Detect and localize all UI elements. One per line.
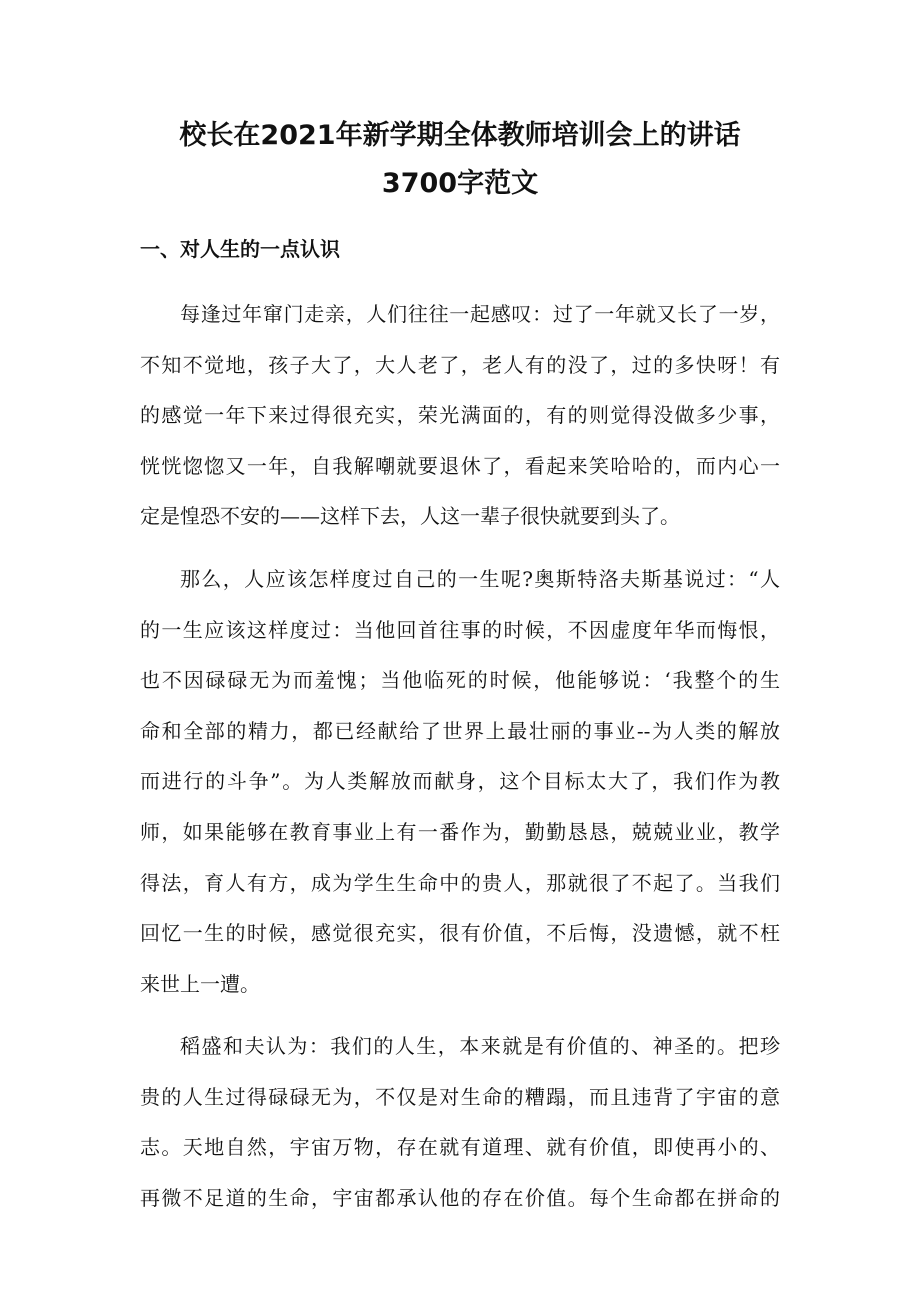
paragraph-line: 命和全部的精力，都已经献给了世界上最壮丽的事业--为人类的解放 — [140, 718, 780, 743]
paragraph-line: 每逢过年窜门走亲，人们往往一起感叹：过了一年就又长了一岁， — [180, 302, 780, 326]
paragraph-line: 也不因碌碌无为而羞愧；当他临死的时候，他能够说：‘我整个的生 — [140, 668, 780, 693]
paragraph-line: 志。天地自然，宇宙万物，存在就有道理、就有价值，即使再小的、 — [140, 1135, 780, 1160]
paragraph-line: 再微不足道的生命，宇宙都承认他的存在价值。每个生命都在拼命的 — [140, 1185, 780, 1210]
paragraph-line: 回忆一生的时候，感觉很充实，很有价值，不后悔，没遗憾，就不枉 — [140, 921, 780, 946]
document-title — [140, 112, 780, 208]
paragraph-line: 那么，人应该怎样度过自己的一生呢?奥斯特洛夫斯基说过：“人 — [180, 567, 780, 591]
title-line-2: 3700字范文 — [381, 168, 539, 199]
paragraph-line: 来世上一遭。 — [140, 971, 260, 996]
paragraph-1 — [140, 289, 780, 542]
paragraph-line: 稻盛和夫认为：我们的人生，本来就是有价值的、神圣的。把珍 — [180, 1034, 780, 1058]
section-heading: 一、对人生的一点认识 — [140, 237, 340, 261]
paragraph-line: 恍恍惚惚又一年，自我解嘲就要退休了，看起来笑哈哈的，而内心一 — [140, 453, 780, 478]
paragraph-line: 不知不觉地，孩子大了，大人老了，老人有的没了，过的多快呀！有 — [140, 352, 780, 377]
paragraph-line: 的感觉一年下来过得很充实，荣光满面的，有的则觉得没做多少事， — [140, 403, 780, 428]
paragraph-2 — [140, 554, 780, 1009]
title-line-1: 校长在2021年新学期全体教师培训会上的讲话 — [179, 120, 741, 151]
paragraph-line: 而进行的斗争”。为人类解放而献身，这个目标太大了，我们作为教 — [140, 769, 780, 794]
paragraph-3 — [140, 1021, 780, 1223]
paragraph-line: 贵的人生过得碌碌无为，不仅是对生命的糟蹋，而且违背了宇宙的意 — [140, 1084, 780, 1109]
paragraph-line: 师，如果能够在教育事业上有一番作为，勤勤恳恳，兢兢业业，教学 — [140, 819, 780, 844]
paragraph-line: 定是惶恐不安的——这样下去，人这一辈子很快就要到头了。 — [140, 504, 680, 529]
paragraph-line: 的一生应该这样度过：当他回首往事的时候，不因虚度年华而悔恨， — [140, 617, 780, 642]
paragraph-line: 得法，育人有方，成为学生生命中的贵人，那就很了不起了。当我们 — [140, 870, 780, 895]
